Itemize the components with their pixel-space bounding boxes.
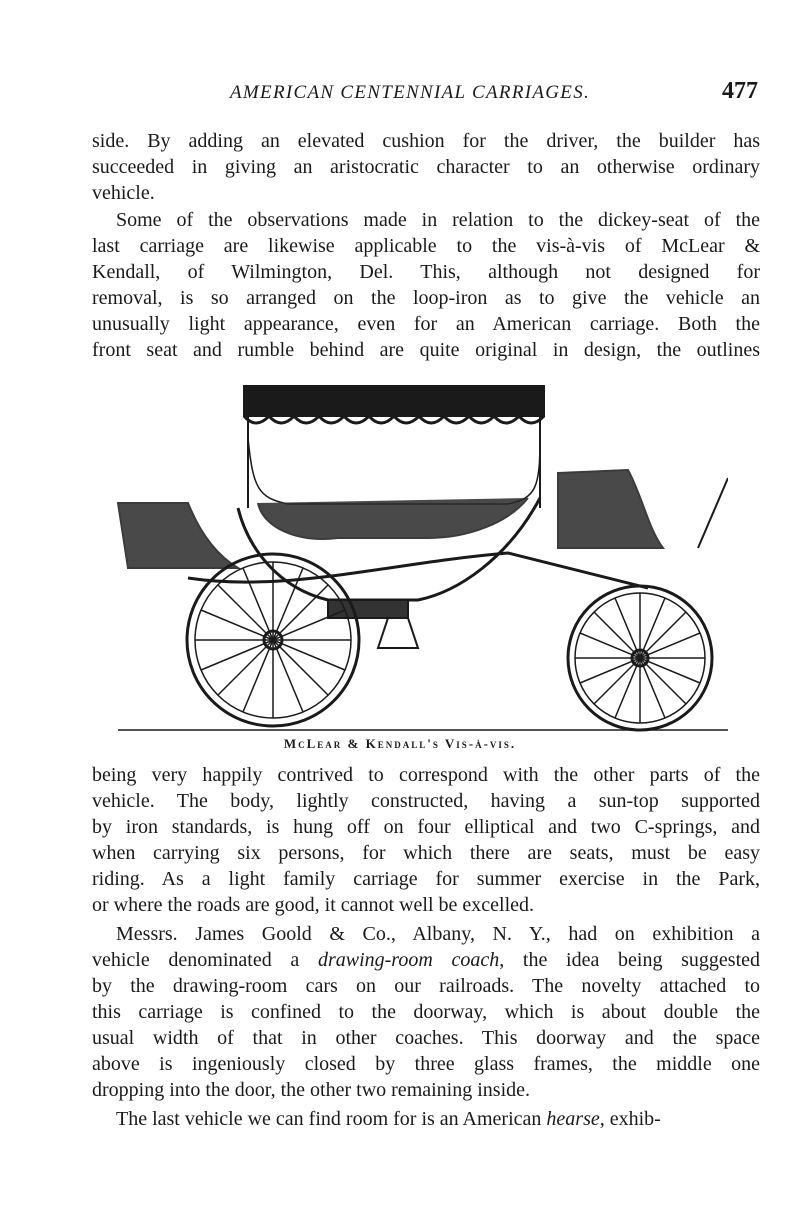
text-line: by iron standards, is hung off on four elliptical and two C-springs, and: [92, 816, 760, 838]
paragraph-3: [92, 762, 760, 918]
text-line: The last vehicle we can find room for is an American hearse, exhib-: [116, 1108, 661, 1130]
text-line: removal, is so arranged on the loop-iron as to give the vehicle an: [92, 287, 760, 309]
front-seat: [558, 470, 663, 548]
text-line: vehicle. The body, lightly constructed, having a sun-top supported: [92, 790, 760, 812]
page-header: [92, 78, 760, 112]
rear-wheel: [187, 554, 359, 726]
text-line: dropping into the door, the other two remaining inside.: [92, 1079, 531, 1101]
text-line: Some of the observations made in relation to the dickey-seat of the: [116, 209, 760, 231]
page-number: 477: [722, 78, 758, 104]
rumble-seat: [118, 503, 238, 568]
paragraph-2: [92, 207, 760, 363]
carriage-illustration: [88, 378, 728, 734]
paragraph-4: [92, 921, 760, 1103]
front-wheel: [568, 586, 712, 730]
text-line: unusually light appearance, even for an American carriage. Both the: [92, 313, 760, 335]
text-line: vehicle.: [92, 182, 155, 204]
text-line: riding. As a light family carriage for summer exercise in the Park,: [92, 868, 760, 890]
text-line: succeeded in giving an aristocratic character to an otherwise ordinary: [92, 156, 760, 178]
paragraph-1: [92, 128, 760, 206]
text-line: vehicle denominated a drawing-room coach, the idea being suggested: [92, 949, 761, 971]
text-line: being very happily contrived to correspond with the other parts of the: [92, 764, 760, 786]
body-bottom: [328, 600, 408, 618]
figure-caption: McLear & Kendall's Vis-à-vis.: [283, 736, 517, 751]
canopy-top: [244, 386, 544, 416]
text-line: front seat and rumble behind are quite original in design, the outlines: [92, 339, 760, 361]
text-line: when carrying six persons, for which there are seats, must be easy: [92, 842, 760, 864]
text-line: last carriage are likewise applicable to the vis-à-vis of McLear &: [92, 235, 760, 257]
canopy-fringe: [244, 416, 544, 423]
text-line: this carriage is confined to the doorway, which is about double the: [92, 1001, 760, 1023]
text-line: Kendall, of Wilmington, Del. This, although not designed for: [92, 261, 760, 283]
text-line: side. By adding an elevated cushion for the driver, the builder has: [92, 130, 760, 152]
running-title: AMERICAN CENTENNIAL CARRIAGES.: [230, 82, 591, 103]
paragraph-5: [92, 1106, 760, 1132]
dash-rail: [698, 478, 728, 548]
text-line: by the drawing-room cars on our railroads. The novelty attached to: [92, 975, 760, 997]
text-line: above is ingeniously closed by three glass frames, the middle one: [92, 1053, 760, 1075]
text-line: usual width of that in other coaches. This doorway and the space: [92, 1027, 760, 1049]
step: [378, 618, 418, 648]
text-line: Messrs. James Goold & Co., Albany, N. Y., had on exhibition a: [116, 923, 760, 945]
perch: [188, 553, 648, 588]
text-line: or where the roads are good, it cannot well be excelled.: [92, 894, 535, 916]
